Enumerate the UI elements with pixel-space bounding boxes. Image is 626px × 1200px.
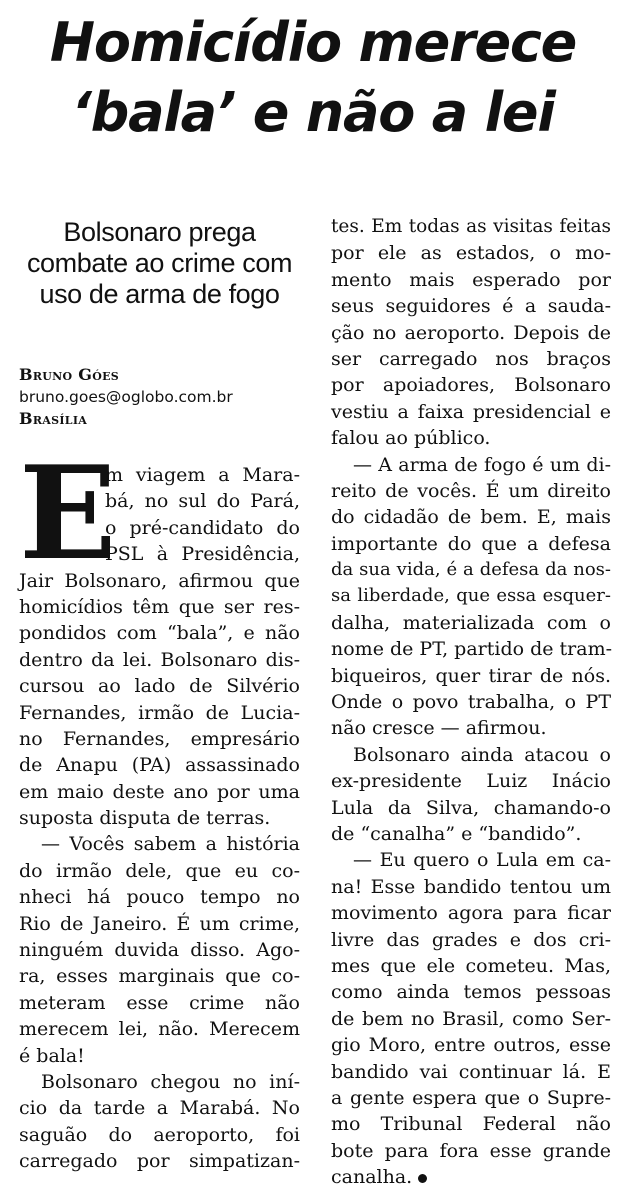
article-line: falou ao público. <box>331 427 491 450</box>
article-line: movimento agora para ficar <box>331 902 611 925</box>
left-column <box>19 207 300 1175</box>
dateline-location: Brasília <box>19 409 88 428</box>
article-line: cio da tarde a Marabá. No <box>19 1097 300 1120</box>
article-line: importante do que a defesa <box>331 532 611 555</box>
article-line: a gente espera que o Supre- <box>331 1086 611 1109</box>
article-line: — A arma de fogo é um di- <box>353 453 611 476</box>
article-line: tes. Em todas as visitas feitas <box>331 216 611 237</box>
article-line: ra, esses marginais que co- <box>19 965 300 988</box>
article-line: como ainda temos pessoas <box>331 981 611 1004</box>
article-line: vestiu a faixa presidencial e <box>331 400 611 423</box>
article-line: mo Tribunal Federal não <box>331 1113 611 1136</box>
article-line-text: canalha. <box>331 1166 413 1189</box>
article-line: carregado por simpatizan- <box>19 1150 300 1173</box>
drop-cap: E <box>19 439 113 589</box>
article-line: dalha, materializada com o <box>331 611 611 634</box>
subhead-line-2: combate ao crime com <box>26 248 293 278</box>
article-line: do irmão dele, que eu co- <box>19 859 300 882</box>
article-line: Bolsonaro chegou no iní- <box>41 1070 300 1093</box>
article-line: mes que ele cometeu. Mas, <box>331 954 611 977</box>
article-line: Lula da Silva, chamando-o <box>331 796 611 819</box>
article-line: mento mais esperado por <box>331 268 611 291</box>
article-line: de “canalha” e “bandido”. <box>331 822 582 845</box>
article-line: seus seguidores é a sauda- <box>331 295 611 318</box>
article-line: sa liberdade, que essa esquer- <box>331 585 611 607</box>
right-column <box>331 214 611 1190</box>
article-line: PSL à Presidência, <box>105 543 300 566</box>
article-line: na! Esse bandido tentou um <box>331 875 611 898</box>
article-line: dentro da lei. Bolsonaro dis- <box>19 648 300 671</box>
article-line: — Vocês sabem a história <box>41 833 300 856</box>
article-line: ninguém duvida disso. Ago- <box>19 939 300 962</box>
article-line: nome de PT, partido de tram- <box>331 638 613 661</box>
article-line: ser carregado nos braços <box>331 347 611 370</box>
article-line: do cidadão de bem. E, mais <box>331 506 611 529</box>
article-line: pondidos com “bala”, e não <box>19 622 300 645</box>
article-line: bote para fora esse grande <box>331 1139 611 1162</box>
byline <box>19 364 300 430</box>
article-line: homicídios têm que ser res- <box>19 595 300 618</box>
article-line: Bolsonaro ainda atacou o <box>353 743 611 766</box>
author-email[interactable]: bruno.goes@oglobo.com.br <box>19 388 233 406</box>
article-line: m viagem a Mara- <box>105 464 300 486</box>
article-line: em maio deste ano por uma <box>19 780 300 803</box>
article-line: não cresce — afirmou. <box>331 717 547 740</box>
end-of-article-bullet-icon <box>418 1174 427 1183</box>
article-line: da sua vida, é a defesa da nos- <box>331 559 611 581</box>
article-line: suposta disputa de terras. <box>19 807 271 830</box>
article-line: nheci há pouco tempo no <box>19 886 300 909</box>
article-line: no Fernandes, empresário <box>19 727 300 750</box>
subhead-line-3: uso de arma de fogo <box>39 279 280 309</box>
headline-line-2: ‘bala’ e não a lei <box>71 81 555 144</box>
article-line: o pré-candidato do <box>105 516 300 539</box>
article-line: bá, no sul do Pará, <box>105 490 300 513</box>
article-line: bandido vai continuar lá. E <box>331 1060 611 1083</box>
subheadline <box>19 217 300 310</box>
article-line: de Anapu (PA) assassinado <box>19 754 300 777</box>
article-line: ex-presidente Luiz Inácio <box>331 770 611 793</box>
article-body-left <box>19 439 300 1175</box>
headline <box>0 0 626 148</box>
article-line: cursou ao lado de Silvério <box>19 675 300 698</box>
article-line: gio Moro, entre outros, esse <box>331 1034 611 1057</box>
article-line: por apoiadores, Bolsonaro <box>331 374 611 397</box>
article-line: reito de vocês. É um direito <box>331 479 611 502</box>
article-line: Jair Bolsonaro, afirmou que <box>19 569 300 592</box>
headline-line-1: Homicídio merece <box>49 11 577 74</box>
article-line: ção no aeroporto. Depois de <box>331 321 611 344</box>
article-line: é bala! <box>19 1044 85 1067</box>
article-line: biqueiros, quer tirar de nós. <box>331 664 611 687</box>
article-line: — Eu quero o Lula em ca- <box>353 849 611 872</box>
article-line: de bem no Brasil, como Ser- <box>331 1007 611 1030</box>
article-line: saguão do aeroporto, foi <box>19 1123 300 1146</box>
article-line: merecem lei, não. Merecem <box>19 1018 300 1041</box>
article-line: Rio de Janeiro. É um crime, <box>19 912 300 935</box>
subhead-line-1: Bolsonaro prega <box>63 217 256 247</box>
author-name: Bruno Góes <box>19 365 120 384</box>
article-last-line <box>331 1164 611 1190</box>
article-line: livre das grades e dos cri- <box>331 928 611 951</box>
article-line: por ele as estados, o mo- <box>331 242 611 265</box>
article-line: Onde o povo trabalha, o PT <box>331 691 611 714</box>
article-line: Fernandes, irmão de Lucia- <box>19 701 300 724</box>
article-line: meteram esse crime não <box>19 991 300 1014</box>
